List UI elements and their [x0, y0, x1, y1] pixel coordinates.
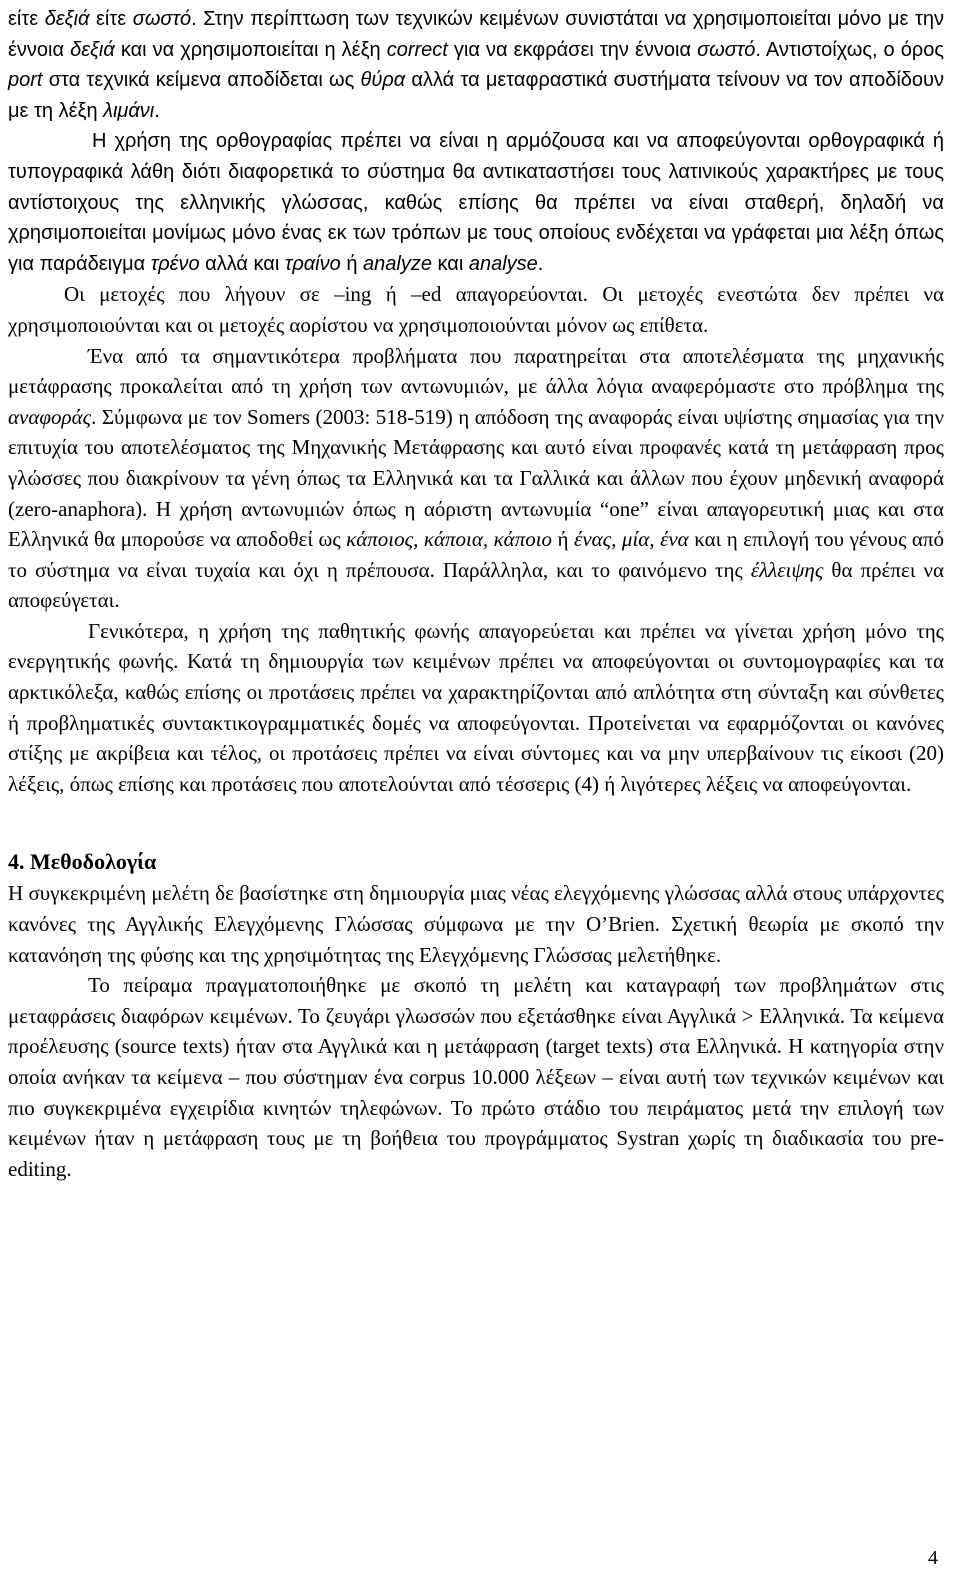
text-run: . Αντιστοίχως, ο όρος [755, 38, 944, 61]
italic-run: αναφοράς [8, 404, 92, 429]
text-run: Η χρήση της ορθογραφίας πρέπει να είναι η αρμόζουσα και να αποφεύγονται ορθογραφικά ή τυπογραφικά λάθη διότι διαφορετικά το σύστημα θα αντικαταστήσει τους λατινικούς χαρακτήρες με τους αντίστοιχους της ελληνικής γλώσσας, καθώς επίσης θα πρέπει να είναι σταθερή, δηλαδή να χρησιμοποιείται μονίμως μόνο ένας εκ των τρόπων με τους οποίους ενδέχεται να γράφεται μια λέξη όπως για παράδειγμα [8, 130, 944, 275]
text-run: . Στην περίπτωση των τεχνικών κειμένων συνιστάται να χρησιμοποιείται μόνο με την έννοια [8, 8, 945, 61]
italic-run: port [8, 69, 43, 92]
text-run: Ένα από τα σημαντικότερα προβλήματα που παρατηρείται στα αποτελέσματα της μηχανικής μετάφρασης προκαλείται από τη χρήση των αντωνυμιών, με άλλα λόγια αναφερόμαστε στο πρόβλημα της [8, 343, 944, 399]
italic-run: σωστό [697, 38, 756, 61]
italic-run: λιμάνι [103, 99, 155, 122]
paragraph-method-intro [8, 878, 944, 970]
text-run: ή [340, 252, 364, 275]
text-run: αλλά τα μεταφραστικά συστήματα τείνουν να τον αποδίδουν με τη λέξη [8, 69, 944, 122]
paragraph-participles [8, 279, 944, 340]
text-run: και [431, 252, 469, 275]
italic-run: analyze [363, 252, 432, 275]
text-run: είτε [8, 8, 45, 30]
text-run: . [154, 99, 160, 122]
paragraph-voice [8, 616, 944, 800]
text-run: Η συγκεκριμένη μελέτη δε βασίστηκε στη δημιουργία μιας νέας ελεγχόμενης γλώσσας αλλά στους υπάρχοντες κανόνες της Αγγλικής Ελεγχόμενης Γλώσσας σύμφωνα με την O’Brien. Σχετική θεωρία με σκοπό την κατανόηση της φύσης και της χρησιμότητας της Ελεγχόμενης Γλώσσας μελετήθηκε. [8, 881, 944, 967]
text-run: Γενικότερα, η χρήση της παθητικής φωνής απαγορεύεται και πρέπει να γίνεται χρήση μόνο της ενεργητικής φωνής. Κατά τη δημιουργία των κειμένων πρέπει να αποφεύγονται οι συντομογραφίες και τα αρκτικόλεξα, καθώς επίσης οι προτάσεις πρέπει να χαρακτηρίζονται από απλότητα στη σύνταξη και σύνθετες ή προβληματικές συντακτικογραμματικές δομές να αποφεύγονται. Προτείνεται να εφαρμόζονται οι κανόνες στίξης με ακρίβεια και τέλος, οι προτάσεις πρέπει να είναι σύντομες και να μην υπερβαίνουν τις είκοσι (20) λέξεις, όπως επίσης και προτάσεις που αποτελούνται από τέσσερις (4) ή λιγότερες λέξεις να αποφεύγονται. [8, 618, 944, 796]
italic-run: έλλειψης [750, 557, 824, 582]
section-heading: 4. Μεθοδολογία [8, 849, 157, 875]
italic-run: τραίνο [284, 252, 341, 275]
paragraph-experiment [8, 970, 944, 1184]
italic-run: σωστό [132, 8, 192, 30]
paragraph-anaphora [8, 341, 944, 616]
italic-run: analyse [468, 252, 538, 275]
text-run: αλλά και [199, 252, 285, 275]
italic-run: θύρα [360, 69, 406, 92]
italic-run: ένας, μία, ένα [574, 527, 689, 552]
text-run: . [537, 252, 544, 275]
text-run: . Σύμφωνα με τον Somers (2003: 518-519) η απόδοση της αναφοράς είναι υψίστης σημασίας για την επιτυχία του αποτελέσματος της Μηχανικής Μετάφρασης και αυτό είναι προφανές κατά τη μετάφραση προς γλώσσες που διακρίνουν τα γένη όπως τα Ελληνικά και τα Γαλλικά και άλλων που έχουν μηδενική αναφορά (zero-anaphora). Η χρήση αντωνυμιών όπως η αόριστη αντωνυμία “one” είναι απαγορευτική μιας και στα Ελληνικά θα μπορούσε να αποδοθεί ως [8, 404, 944, 552]
paragraph-terminology [8, 4, 944, 126]
italic-run: δεξιά [70, 38, 115, 61]
text-run: είτε [89, 8, 133, 30]
italic-run: δεξιά [44, 8, 90, 30]
text-run: ή [552, 527, 575, 552]
italic-run: correct [386, 38, 448, 61]
page-number: 4 [928, 1547, 938, 1569]
paragraph-spelling [8, 126, 944, 279]
section-gap [8, 799, 944, 846]
text-run: και η επιλογή του γένους από το σύστημα να είναι τυχαία και όχι η πρέπουσα. Παράλληλα, και το φαινόμενο της [8, 527, 944, 582]
italic-run: κάποιος, κάποια, κάποιο [346, 527, 553, 552]
text-run: θα πρέπει να αποφεύγεται. [8, 557, 944, 613]
text-run: για να εκφράσει την έννοια [447, 38, 698, 61]
italic-run: τρένο [150, 252, 200, 275]
text-run: και να χρησιμοποιείται η λέξη [114, 38, 387, 61]
text-run: στα τεχνικά κείμενα αποδίδεται ως [42, 69, 361, 92]
text-run: Οι μετοχές που λήγουν σε –ing ή –ed απαγορεύονται. Οι μετοχές ενεστώτα δεν πρέπει να χρησιμοποιούνται και οι μετοχές αορίστου να χρησιμοποιούνται μόνον ως επίθετα. [8, 282, 944, 337]
text-run: Το πείραμα πραγματοποιήθηκε με σκοπό τη μελέτη και καταγραφή των προβλημάτων στις μεταφράσεις διαφόρων κειμένων. Το ζευγάρι γλωσσών που εξετάσθηκε είναι Αγγλικά > Ελληνικά. Τα κείμενα προέλευσης (source texts) ήταν στα Αγγλικά και η μετάφραση (target texts) στα Ελληνικά. Η κατηγορία στην οποία ανήκαν τα κείμενα – που σύστημαν ένα corpus 10.000 λέξεων – είναι αυτή των τεχνικών κειμένων και πιο συγκεκριμένα εγχειρίδια κινητών τηλεφώνων. Το πρώτο στάδιο του πειράματος μετά την επιλογή των κειμένων ήταν η μετάφραση τους με τη βοήθεια του προγράμματος Systran χωρίς τη διαδικασία του pre-editing. [8, 973, 944, 1181]
